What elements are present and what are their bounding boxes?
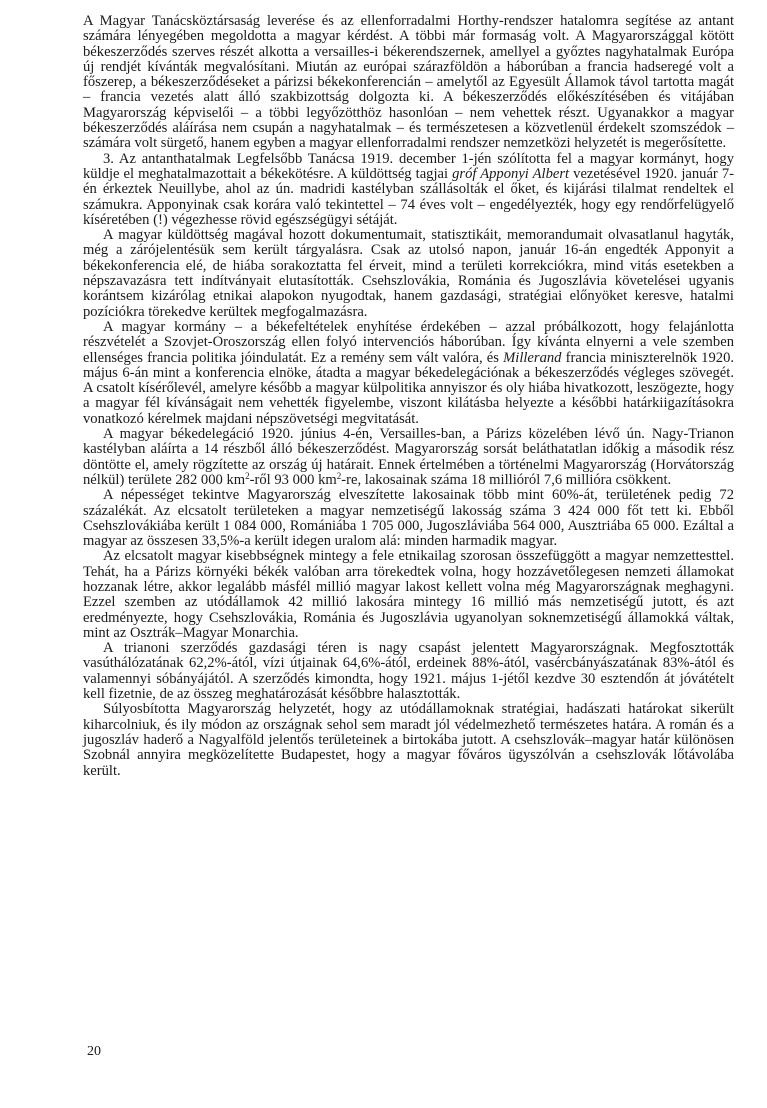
paragraph — [83, 152, 734, 228]
text-run: Súlyosbította Magyarország helyzetét, hogy az utódállamoknak stratégiai, hadászati határokat sikerült kiharcolniuk, és ily módon az országnak sehol sem maradt jól védelmezhető természetes határa. A román és a jugoszláv haderő a Nagyalföld jelentős területeinek a birtokába jutott. A csehszlovák–magyar határ különösen Szobnál annyira megközelítette Budapestet, hogy a magyar főváros ügyszólván a csehszlovák lőtávolába került. — [83, 701, 734, 779]
paragraph — [83, 14, 734, 152]
text-run: francia miniszterelnök 1920. május 6-án mint a konferencia elnöke, átadta a magyar békedelegációnak a békeszerződés végleges szövegét. A csatolt kísérőlevél, amelyre később a magyar külpolitika annyiszor és oly hiába hivatkozott, leszögezte, hogy a magyar fél kívánságait nem vehették figyelembe, viszont kilátásba helyezte a későbbi határkiigazításokra vonatkozó kérelmek majdani népszövetségi megvitatását. — [83, 349, 735, 427]
text-run: A magyar küldöttség magával hozott dokumentumait, statisztikáit, memorandumait olvasatlanul hagyták, még a zárójelentésük sem került tárgyalásra. Csak az utolsó napon, január 16-án engedték Apponyit a békekonferencia elé, de hiába sorakoztatta fel érveit, mind a területi korrekciókra, mind vitás esetekben a népszavazásra tett indítványait elutasították. Csehszlovákia, Románia és Jugoszlávia követelései ugyanis korántsem kizárólag etnikai alapokon nyugodtak, hanem gazdasági, stratégiai előnyöket keresve, hatalmi pozíciókra törekedve kerültek megfogalmazásra. — [83, 227, 734, 320]
text-run: A trianoni szerződés gazdasági téren is nagy csapást jelentett Magyarországnak. Megfosztották vasúthálózatának 62,2%-ától, vízi útjainak 64,6%-ától, erdeinek 88%-ától, vasércbányászatának 83%-ától és valamennyi sóbányájától. A szerződés kimondta, hogy 1921. május 1-jétől kezdve 30 esztendőn át jóvátételt kell fizetnie, de az összeg meghatározását későbbre halasztották. — [83, 640, 734, 703]
italic-name: Millerand — [503, 349, 562, 366]
text-run: Az elcsatolt magyar kisebbségnek mintegy a fele etnikailag szorosan összefüggött a magyar nemzettesttel. Tehát, ha a Párizs környéki békék valóban arra törekedtek volna, hogy hozzávetőlegesen nemzeti államokat hozzanak létre, akkor legalább másfél millió magyar lakost kellett volna még Magyarországnak meghagyni. Ezzel szemben az utódállamok 42 millió lakosára mintegy 16 millió más nemzetiségű jutott, és azt eredményezte, hogy Csehszlovákia, Románia és Jugoszlávia ugyanolyan soknemzetiségű államokká váltak, mint az Osztrák–Magyar Monarchia. — [83, 548, 734, 641]
text-run: A népességet tekintve Magyarország elveszítette lakosainak több mint 60%-át, területének pedig 72 százalékát. Az elcsatolt területeken a magyar nemzetiségű lakosság száma 3 424 000 főt tett ki. Ebből Csehszlovákiába került 1 084 000, Romániába 1 705 000, Jugoszláviába 564 000, Ausztriába 65 000. Ezáltal a magyar az összesen 33,5%-a került idegen uralom alá: minden harmadik magyar. — [83, 487, 734, 550]
text-run: 3. Az antanthatalmak Legfelsőbb Tanácsa 1919. december 1-jén szólította fel a magyar kormányt, hogy küldje el meghatalmazottait a békekötésre. A küldöttség tagjai — [83, 150, 734, 182]
superscript: 2 — [245, 470, 250, 481]
paragraph — [83, 228, 734, 320]
paragraph — [83, 427, 734, 488]
paragraph — [83, 320, 734, 427]
italic-name: gróf Apponyi Albert — [452, 165, 570, 182]
text-run: -re, lakosainak száma 18 millióról 7,6 millióra csökkent. — [341, 471, 672, 488]
text-run: A magyar békedelegáció 1920. június 4-én, Versailles-ban, a Párizs közelében lévő ún. Nagy-Trianon kastélyban aláírta a 14 részből álló békeszerződést. Magyarország sorsát beláthatatlan időkig a második rész döntötte el, amely rögzítette az ország új határait. Ennek értelmében a történelmi Magyarország (Horvátország nélkül) területe 282 000 km — [83, 426, 734, 488]
page-number: 20 — [87, 1044, 101, 1059]
paragraph — [83, 641, 734, 702]
text-run: A Magyar Tanácsköztársaság leverése és az ellenforradalmi Horthy-rendszer hatalomra segítése az antant számára lényegében megoldotta a magyar kérdést. A többi már formaság volt. A Magyarországgal kötött békeszerződés szerves részét alkotta a versailles-i békerendszernek, amellyel a győztes nagyhatalmak Európa új rendjét kívánták megvalósítani. Miután az európai szárazföldön a háborúban a francia hadseregé volt a főszerep, a békeszerződéseket a párizsi békekonferencián – amelytől az Egyesült Államok távol tartotta magát – francia vezetés alatt álló szakbizottság dolgozta ki. A békeszerződés előkészítésében és vitájában Magyarország képviselői – a többi legyőzötthöz hasonlóan – nem vehettek részt. Ugyanakkor a magyar békeszerződés aláírása nem csupán a nagyhatalmak – és természetesen a közvetlenül érdekelt szomszédok – számára volt sürgető, hanem egyben a magyar ellenforradalmi rendszer nemzetközi helyzetét is megerősítette. — [83, 13, 734, 152]
page-body-text — [83, 14, 734, 779]
text-run: A magyar kormány – a békefeltételek enyhítése érdekében – azzal próbálkozott, hogy felajánlotta részvételét a Szovjet-Oroszország ellen folyó intervenciós háborúban. Így kívánta elnyerni a vele szemben ellenséges francia politika jóindulatát. Ez a remény sem vált valóra, és — [83, 318, 734, 366]
paragraph — [83, 702, 734, 778]
paragraph — [83, 549, 734, 641]
paragraph — [83, 488, 734, 549]
text-run: vezetésével 1920. január 7-én érkeztek Neuillybe, ahol az ún. madridi kastélyban szállásolták el őket, és kijárási tilalmat rendeltek el számukra. Apponyinak csak korára való tekintettel – 74 éves volt – engedélyezték, hogy egy rendőrfelügyelő kíséretében (!) végezhesse rövid egészségügyi sétáját. — [83, 165, 734, 228]
text-run: -ről 93 000 km — [249, 471, 337, 488]
superscript: 2 — [336, 470, 342, 481]
